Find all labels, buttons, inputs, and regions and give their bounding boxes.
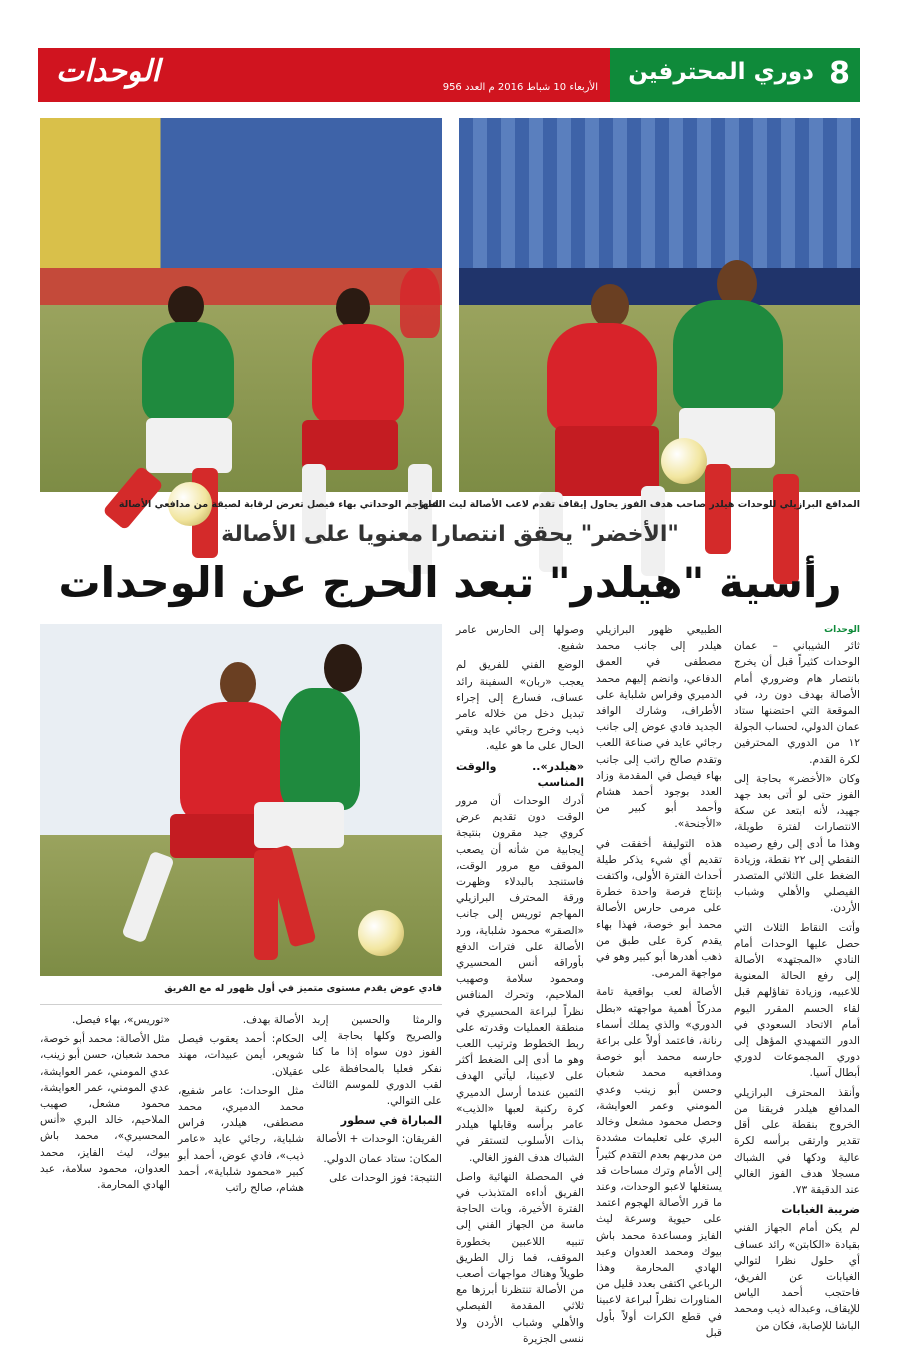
photo-top-left bbox=[40, 118, 442, 492]
photo-caption-top-right: المدافع البرازيلي للوحدات هيلدر صاحب هدف الفوز يحاول إيقاف تقدم لاعب الأصالة ليث الفايز bbox=[418, 499, 860, 510]
article-column-5 bbox=[178, 1012, 304, 1195]
player-red-jersey bbox=[312, 324, 404, 424]
byline-label: الوحدات bbox=[824, 625, 860, 635]
paragraph: لم يكن أمام الجهاز الفني بقيادة «الكابتن» رائد عساف أي حلول نظرا لتوالي الغيابات عن الفريق، فاحتجب أحمد الياس للإيقاف، وعبداله ذيب ومحمد الباشا للإصابة، فكان من bbox=[734, 1222, 860, 1332]
article-headline: رأسية "هيلدر" تبعد الحرج عن الوحدات bbox=[58, 558, 842, 607]
subheading: المباراة في سطور bbox=[340, 1114, 442, 1128]
player-red-jersey bbox=[547, 323, 657, 433]
page-header bbox=[38, 48, 860, 102]
page-number: 8 bbox=[829, 56, 850, 91]
article-kicker: "الأخضر" يحقق انتصارا معنويا على الأصالة bbox=[221, 522, 679, 547]
player-green-jersey bbox=[673, 300, 783, 412]
photo-caption-middle: فادي عوض يقدم مستوى متميز في أول ظهور له مع الفريق bbox=[164, 983, 442, 994]
paragraph: أدرك الوحدات أن مرور الوقت دون تقديم عرض كروي جيد مقرون بنتيجة إيجابية من شأنه أن يصعب الموقف مع مرور الوقت، فاستنجد بالبدلاء وظهرت ورقة المحترف البرازيلي المهاجم توريس إلى جانب «الصقر» محمود شلباية، ورد الأصالة على فترات الدفع بأوراقه أنس المحسيري ومحمود سلامة وصهيب الملاحيم، وتحرك المنافس نظراً لبراعة المحسيري في منطقة العمليات وقدرته على ربط الخطوط وترتيب اللعب وهو ما أدى إلى الضغط أكثر على لاعبينا، ليأتي الهدف الثمين عندما أرسل الدميري كرة ركنية لعبها «الذيب» عامر برأسه وقابلها هيلدر بذات الأسلوب لتستقر في الشباك هدف الفوز الغالي. bbox=[456, 795, 584, 1164]
football bbox=[661, 438, 707, 484]
paragraph: الأصالة لعب بواقعية تامة مدركاً أهمية مواجهته «بطل الدوري» والذي يملك أسماء رنانة، فاعتمد أولاً على براعة حارسه محمد أبو خوصة ومدافعيه محمد شعبان وحسن أبو زينب وعدي المومني وعمر العوايشة، وحصل محمود مشعل وخالد البري على تعليمات مشددة من مدربهم بعدم التقدم كثيراً إلى الأمام وترك مساحات قد يستغلها لاعبو الوحدات، وعند ما قرر الأصالة الهجوم اعتمد على حيوية وسرعة ليث الفايز ومساعدة محمد باش بيوك ومحمد العدوان وعبد الهادي المحارمة وهذا الرباعي اكتفى بعدد قليل من المناورات نظراً لبراعة لاعبينا في قطع الكرات أولاً بأول قبل bbox=[596, 986, 722, 1339]
stadium-stands bbox=[40, 118, 442, 286]
paragraph: «توريس»، بهاء فيصل. bbox=[72, 1014, 170, 1026]
pitch bbox=[459, 305, 860, 492]
paragraph: وأتت النقاط الثلاث التي حصل عليها الوحدات أمام النادي «المجتهد» الأصالة إلى رفع الحالة المعنوية للاعبيه، وزيادة تفاؤلهم قبل لقاء الحسم المقرر اليوم أمام الاتحاد السعودي في الدور التمهيدي المؤهل إلى دوري المجموعات لدوري أبطال آسيا. bbox=[734, 921, 860, 1080]
paragraph: مثل الوحدات: عامر شفيع، محمد الدميري، محمد مصطفى، هيلدر، فراس شلباية، رجائي عايد «عامر ذيب»، فادي عوض، أحمد أبو كبير «محمود شلباية»، أحمد هشام، صالح راتب bbox=[178, 1084, 304, 1195]
player-head bbox=[168, 286, 204, 326]
player-green-jersey bbox=[280, 688, 360, 810]
paragraph: المكان: ستاد عمان الدولي. bbox=[323, 1152, 442, 1165]
article-column-2 bbox=[596, 622, 722, 1339]
section-name: دوري المحترفين bbox=[628, 59, 814, 85]
player-green-jersey bbox=[142, 322, 234, 422]
team-name: الوحدات bbox=[56, 54, 160, 89]
divider bbox=[40, 1004, 442, 1005]
paragraph: وأنقذ المحترف البرازيلي المدافع هيلدر فريقنا من الخروج بنقطة على أقل تقدير وارتقى برأسه لكرة عالية ودكها في الشباك مسجلا هدف الفوز الغالي عند الدقيقة ٧٣. bbox=[734, 1086, 860, 1196]
player-head bbox=[591, 284, 629, 328]
subheading: ضريبة الغيابات bbox=[781, 1203, 860, 1217]
paragraph: النتيجة: فوز الوحدات على bbox=[329, 1171, 442, 1184]
paragraph: الوضع الفني للفريق لم يعجب «ربان» السفينة رائد عساف، فسارع إلى إجراء تبديل دخل من خلاله عامر ذيب وخرج رجائي عايد وبقي الحال على ما هو عليه. bbox=[456, 659, 584, 753]
advert-board bbox=[40, 268, 442, 305]
issue-date: الأربعاء 10 شباط 2016 م العدد 956 bbox=[442, 82, 598, 93]
photo-middle bbox=[40, 624, 442, 976]
article-column-1 bbox=[734, 622, 860, 1332]
article-column-3 bbox=[456, 622, 584, 1345]
player-shorts bbox=[302, 420, 398, 470]
player-shorts bbox=[254, 802, 344, 848]
photo-caption-top-left: المهاجم الوحداتي بهاء فيصل تعرض لرقابة لصيقة من مدافعي الأصالة bbox=[118, 499, 442, 510]
advert-board bbox=[459, 268, 860, 305]
paragraph: الأصالة بهدف. bbox=[242, 1014, 304, 1026]
paragraph: في المحصلة النهائية واصل الفريق أداءه المتذبذب في الفترة الأخيرة، وبات الحاجة ماسة من الجهاز الفني إلى تنبيه اللاعبين بخطورة الموقف، فما زال الطريق طويلاً وهناك مواجهات أصعب من الأصالة تنتظرنا أبرزها مع ثلاثي المقدمة الفيصلي والأهلي وشباب الأردن ولا ننسى الجزيرة bbox=[456, 1170, 584, 1345]
paragraph: ثائر الشيباني – عمان الوحدات كثيراً قبل أن يخرج بانتصار هام وضروري أمام الأصالة بهدف دون رد، في الموقعة التي احتضنها ستاد عمان الدولي، لحساب الجولة ١٢ من الدوري المحترفين لكرة القدم. bbox=[734, 640, 860, 766]
player-shorts bbox=[555, 426, 659, 496]
subheading: «هيلدر».. والوقت المناسب bbox=[456, 759, 584, 789]
paragraph: مثل الأصالة: محمد أبو خوصة، محمد شعبان، حسن أبو زينب، عدي المومني، عمر العوايشة، عدي المومني، عمر العوايشة، محمود مشعل، صهيب الملاحيم، خالد البري «أنس المحسيري»، محمد باش بيوك، ليث الفايز، محمد العدوان، محمود سلامة، عبد الهادي المحارمة. bbox=[40, 1033, 170, 1192]
paragraph: الحكام: أحمد يعقوب فيصل شويعر، أيمن عبيدات، مهند عقيلان. bbox=[178, 1033, 304, 1078]
paragraph: الطبيعي ظهور البرازيلي هيلدر إلى جانب محمد مصطفى في العمق الدفاعي، وانضم إليهم محمد الدميري وفراس شلباية على الأطراف، وشارك الوافد الجديد فادي عوض إلى جانب رجائي عايد في صناعة اللعب وتقدم صالح راتب إلى جانب بهاء فيصل في المقدمة وزاد العدد بوجود أحمد هشام وأحمد أبو كبير من «الأجنحة». bbox=[596, 624, 722, 831]
football bbox=[358, 910, 404, 956]
team-banner bbox=[38, 48, 610, 102]
stadium-stands bbox=[459, 118, 860, 286]
paragraph: هذه التوليفة أخفقت في تقديم أي شيء يذكر طيلة أحداث الفترة الأولى، واكتفت بإنتاج فرصة واحدة خطرة على مرمى حارس الأصالة محمد أبو خوصة، فهذا بهاء يقدم كرة على طبق من ذهب أهدرها أبو كبير وهو في مواجهة المرمى. bbox=[596, 837, 722, 980]
player-head bbox=[336, 288, 370, 328]
photo-top-right bbox=[459, 118, 860, 492]
article-column-6 bbox=[40, 1012, 170, 1192]
player-head bbox=[220, 662, 256, 706]
paragraph: الفريقان: الوحدات + الأصالة bbox=[315, 1133, 442, 1146]
player-shorts bbox=[146, 418, 232, 473]
paragraph: والرمثا والحسين إربد والصريح وكلها بحاجة إلى الفوز دون سواه إذا ما كنا نفكر فعليا بالمحافظة على لقب الدوري للموسم الثالث على التوالي. bbox=[312, 1014, 442, 1108]
article-column-4 bbox=[312, 1012, 442, 1192]
player-red-jersey bbox=[400, 268, 440, 338]
paragraph: وصولها إلى الحارس عامر شفيع. bbox=[456, 624, 584, 653]
paragraph: وكان «الأخضر» بحاجة إلى الفوز حتى لو أتى بعد جهد جهيد، لأنه ابتعد عن سكة الانتصارات لفترة طويلة، وهذا ما أدى إلى رفع رصيده النقطي إلى ٢٢ نقطة، وزيادة الضغط على الثلاثي المتصدر الفيصلي والأهلي وشباب الأردن. bbox=[734, 772, 860, 915]
player-head bbox=[324, 644, 362, 692]
section-banner bbox=[610, 48, 860, 102]
